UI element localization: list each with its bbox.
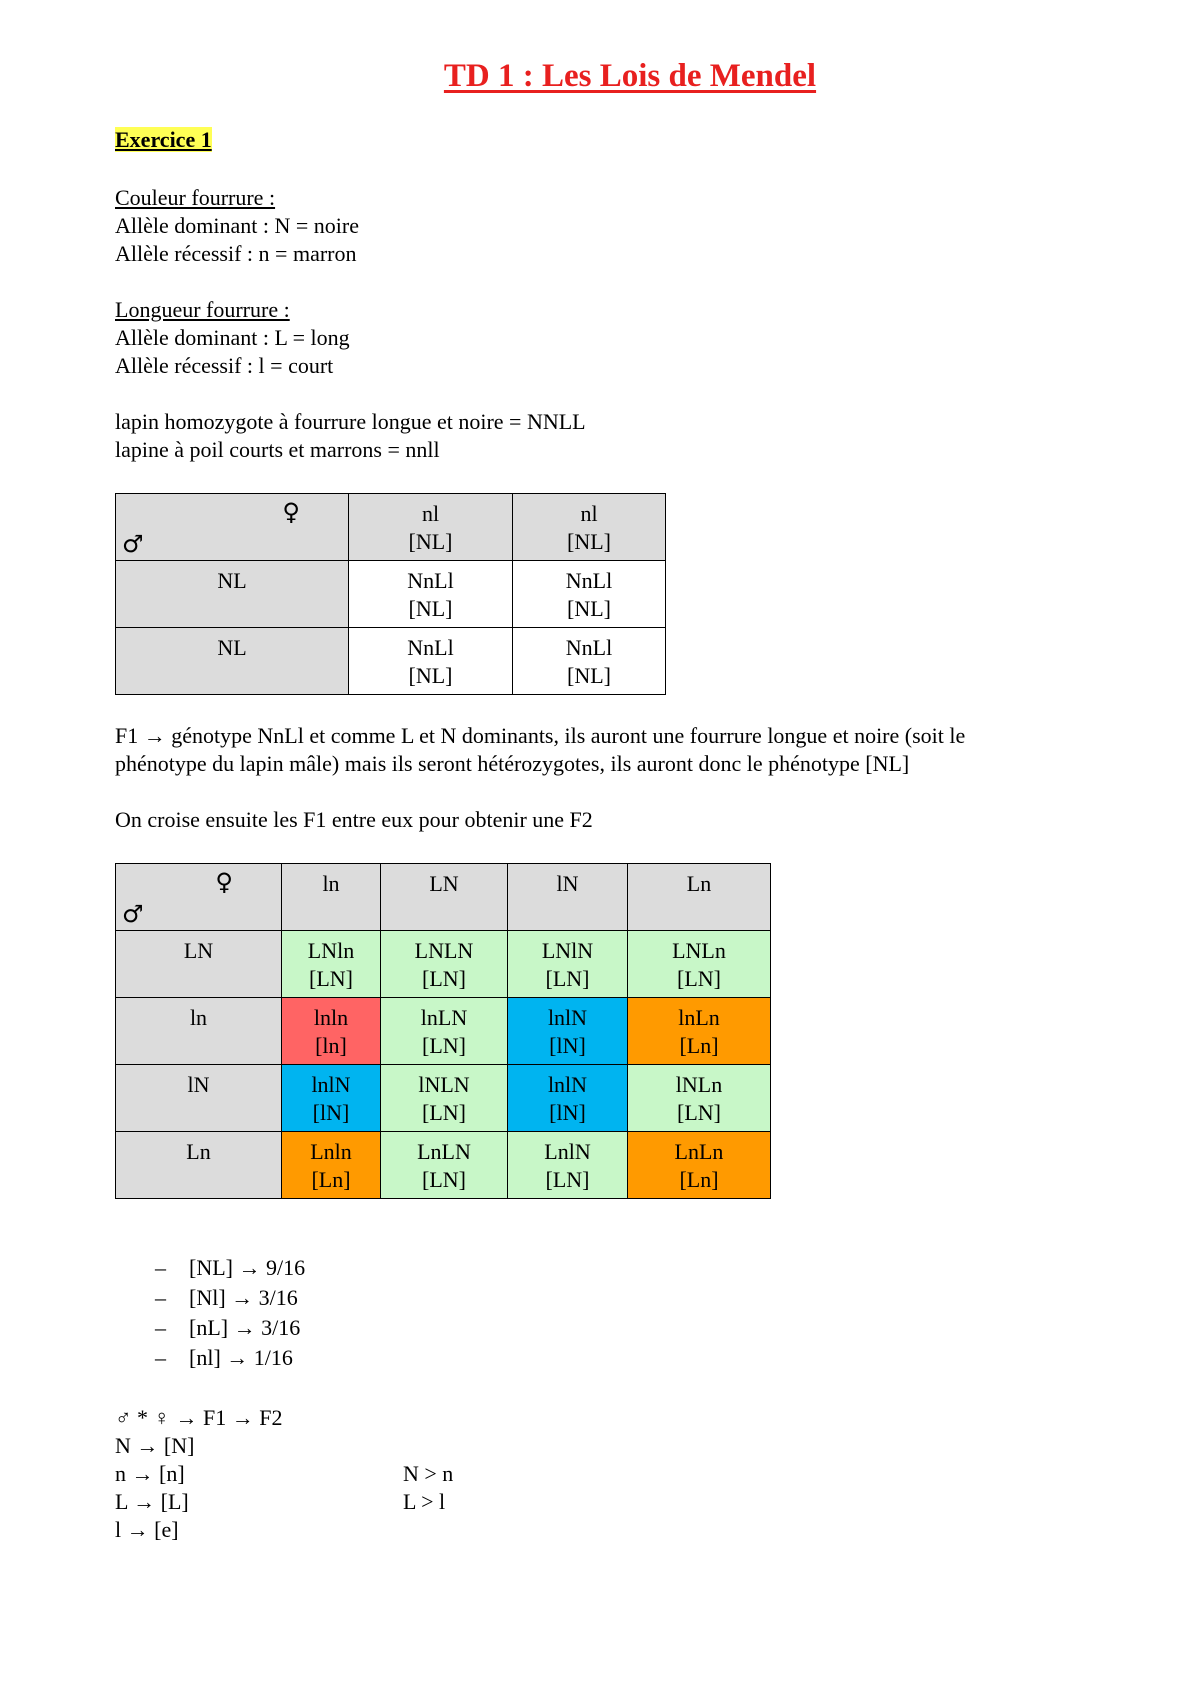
table-row	[116, 1065, 771, 1132]
table1-col-header: nl [NL]	[513, 494, 666, 561]
male-symbol-icon: ♂	[122, 900, 144, 928]
exercise-label: Exercice 1	[115, 127, 212, 152]
couleur-recessif: Allèle récessif : n = marron	[115, 241, 357, 266]
dominance-line: L > l	[403, 1489, 446, 1514]
table1-row-header: NL	[116, 561, 349, 628]
table2-cell: lNLN [LN]	[381, 1065, 508, 1132]
table2-cell: lnln [ln]	[282, 998, 381, 1065]
table2-cell: Lnln [Ln]	[282, 1132, 381, 1199]
f2-intro: On croise ensuite les F1 entre eux pour obtenir une F2	[115, 807, 593, 832]
punnett-table-f1	[115, 493, 666, 695]
table2-cell: lnlN [lN]	[508, 998, 628, 1065]
allele-line: N → [N]	[115, 1433, 195, 1458]
f1-explanation-line-2: phénotype du lapin mâle) mais ils seront hétérozygotes, ils auront donc le phénotype [NL]	[115, 751, 910, 776]
table2-cell: lnLn [Ln]	[628, 998, 771, 1065]
table2-cell: LnLn [Ln]	[628, 1132, 771, 1199]
longueur-recessif: Allèle récessif : l = court	[115, 353, 334, 378]
male-symbol-icon: ♂	[122, 530, 144, 558]
page-title: TD 1 : Les Lois de Mendel	[443, 58, 817, 94]
couleur-dominant: Allèle dominant : N = noire	[115, 213, 359, 238]
table1-cell: NnLl [NL]	[349, 628, 513, 695]
allele-line: l → [e]	[115, 1517, 179, 1542]
table2-row-header: LN	[116, 931, 282, 998]
table-row	[116, 931, 771, 998]
table-row	[116, 1132, 771, 1199]
longueur-dominant: Allèle dominant : L = long	[115, 325, 350, 350]
allele-line: n → [n]	[115, 1461, 185, 1486]
list-item: – [nl] → 1/16	[155, 1345, 293, 1370]
parent-female: lapine à poil courts et marrons = nnll	[115, 437, 440, 462]
table1-row-header: NL	[116, 628, 349, 695]
exercise-heading	[115, 126, 212, 154]
table2-row-header: ln	[116, 998, 282, 1065]
parent-male: lapin homozygote à fourrure longue et noire = NNLL	[115, 409, 586, 434]
table1-cell: NnLl [NL]	[513, 628, 666, 695]
table-row	[116, 998, 771, 1065]
allele-line: L → [L]	[115, 1489, 189, 1514]
punnett-table-f2	[115, 863, 771, 1199]
table1-corner	[116, 494, 349, 561]
table2-row-header: Ln	[116, 1132, 282, 1199]
table-row	[116, 561, 666, 628]
table2-cell: LNLN [LN]	[381, 931, 508, 998]
table2-cell: lNLn [LN]	[628, 1065, 771, 1132]
cross-summary: ♂ * ♀ → F1 → F2	[115, 1405, 283, 1430]
table2-cell: lnlN [lN]	[508, 1065, 628, 1132]
table1-col-header: nl [NL]	[349, 494, 513, 561]
table2-cell: LNLn [LN]	[628, 931, 771, 998]
table2-col-header: ln	[282, 864, 381, 931]
f1-explanation-line-1: F1 → génotype NnLl et comme L et N dominants, ils auront une fourrure longue et noire (soit le	[115, 723, 966, 748]
list-item: – [NL] → 9/16	[155, 1255, 306, 1280]
table1-cell: NnLl [NL]	[513, 561, 666, 628]
table2-col-header: Ln	[628, 864, 771, 931]
female-symbol-icon: ♀	[282, 498, 300, 526]
list-item: – [Nl] → 3/16	[155, 1285, 298, 1310]
table2-cell: lnLN [LN]	[381, 998, 508, 1065]
female-symbol-icon: ♀	[215, 868, 233, 896]
table2-cell: LnlN [LN]	[508, 1132, 628, 1199]
table2-col-header: lN	[508, 864, 628, 931]
table2-col-header: LN	[381, 864, 508, 931]
table2-cell: LNln [LN]	[282, 931, 381, 998]
table2-cell: lnlN [lN]	[282, 1065, 381, 1132]
list-item: – [nL] → 3/16	[155, 1315, 301, 1340]
table-row	[116, 628, 666, 695]
dominance-line: N > n	[403, 1461, 454, 1486]
table2-corner	[116, 864, 282, 931]
table1-cell: NnLl [NL]	[349, 561, 513, 628]
table2-row-header: lN	[116, 1065, 282, 1132]
longueur-heading: Longueur fourrure :	[115, 297, 290, 322]
table2-cell: LnLN [LN]	[381, 1132, 508, 1199]
table2-cell: LNlN [LN]	[508, 931, 628, 998]
couleur-heading: Couleur fourrure :	[115, 185, 276, 210]
